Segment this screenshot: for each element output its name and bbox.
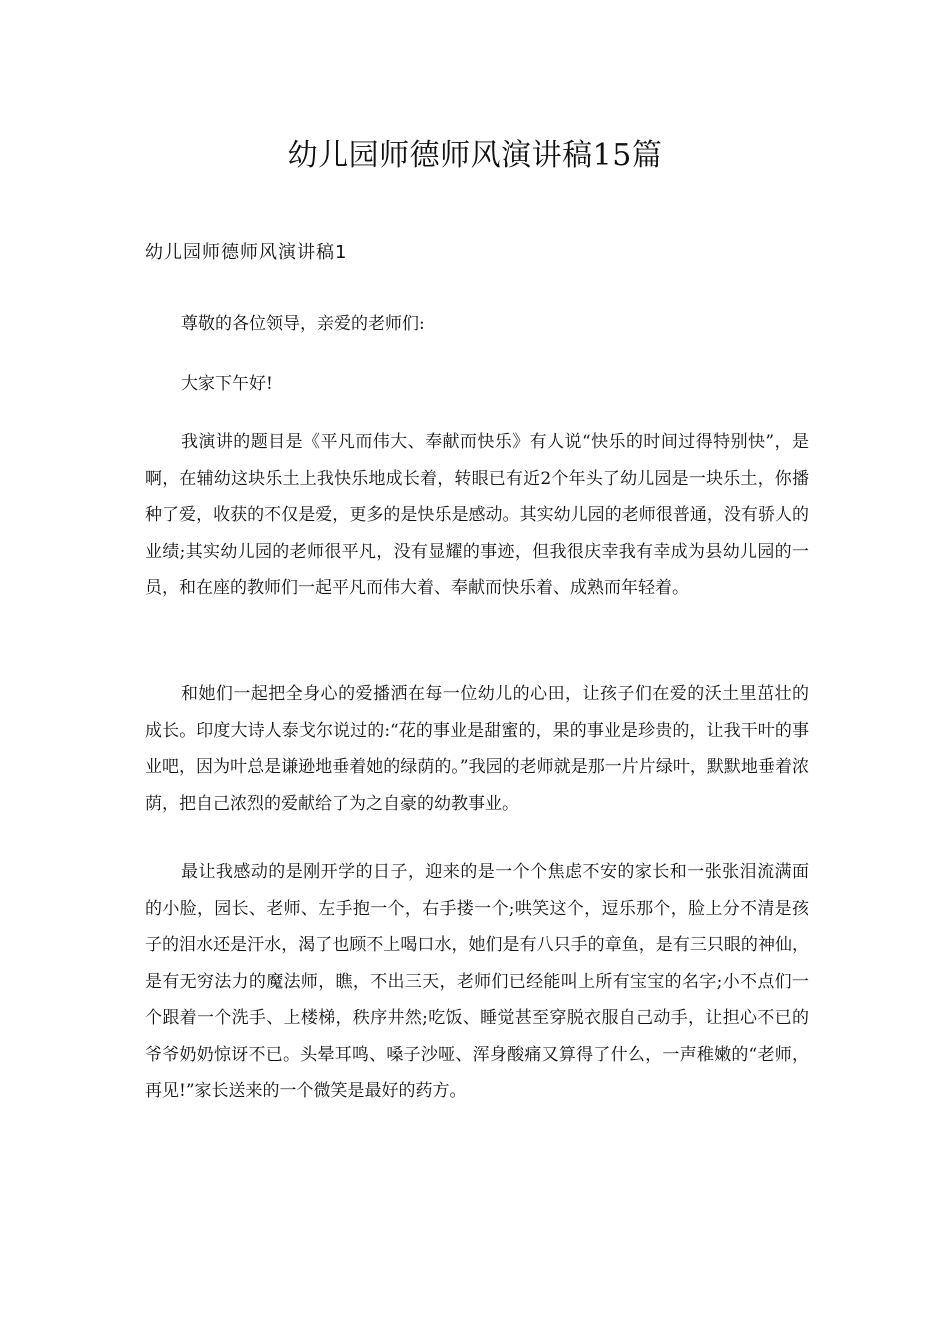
paragraph-salutation: 大家下午好! xyxy=(181,374,273,394)
paragraph-topic: 我演讲的题目是《平凡而伟大、奉献而快乐》有人说“快乐的时间过得特别快”，是啊，在辅幼这块乐土上我快乐地成长着，转眼已有近2个年头了幼儿园是一块乐土，你播种了爱，收获的不仅是爱，更多的是快乐是感动。其实幼儿园的老师很普通，没有骄人的业绩;其实幼儿园的老师很平凡，没有显耀的事迹，但我很庆幸我有幸成为县幼儿园的一员，和在座的教师们一起平凡而伟大着、奉献而快乐着、成熟而年轻着。 xyxy=(145,432,809,598)
paragraph-green-leaf: 和她们一起把全身心的爱播洒在每一位幼儿的心田，让孩子们在爱的沃土里茁壮的成长。印度大诗人泰戈尔说过的:“花的事业是甜蜜的，果的事业是珍贵的，让我干叶的事业吧，因为叶总是谦逊地垂着她的绿荫的。”我园的老师就是那一片片绿叶，默默地垂着浓荫，把自己浓烈的爱献给了为之自豪的幼教事业。 xyxy=(145,684,809,814)
paragraph-school-start: 最让我感动的是刚开学的日子，迎来的是一个个焦虑不安的家长和一张张泪流满面的小脸，园长、老师、左手抱一个，右手搂一个;哄笑这个，逗乐那个，脸上分不清是孩子的泪水还是汗水，渴了也顾不上喝口水，她们是有八只手的章鱼，是有三只眼的神仙，是有无穷法力的魔法师，瞧，不出三天，老师们已经能叫上所有宝宝的名字;小不点们一个跟着一个洗手、上楼梯，秩序井然;吃饭、睡觉甚至穿脱衣服自己动手，让担心不已的爷爷奶奶惊讶不已。头晕耳鸣、嗓子沙哑、浑身酸痛又算得了什么，一声稚嫩的“老师，再见!”家长送来的一个微笑是最好的药方。 xyxy=(145,862,809,1101)
document-title: 幼儿园师德师风演讲稿15篇 xyxy=(287,138,663,173)
section-heading: 幼儿园师德师风演讲稿1 xyxy=(145,242,348,263)
paragraph-greeting: 尊敬的各位领导，亲爱的老师们: xyxy=(181,314,425,334)
